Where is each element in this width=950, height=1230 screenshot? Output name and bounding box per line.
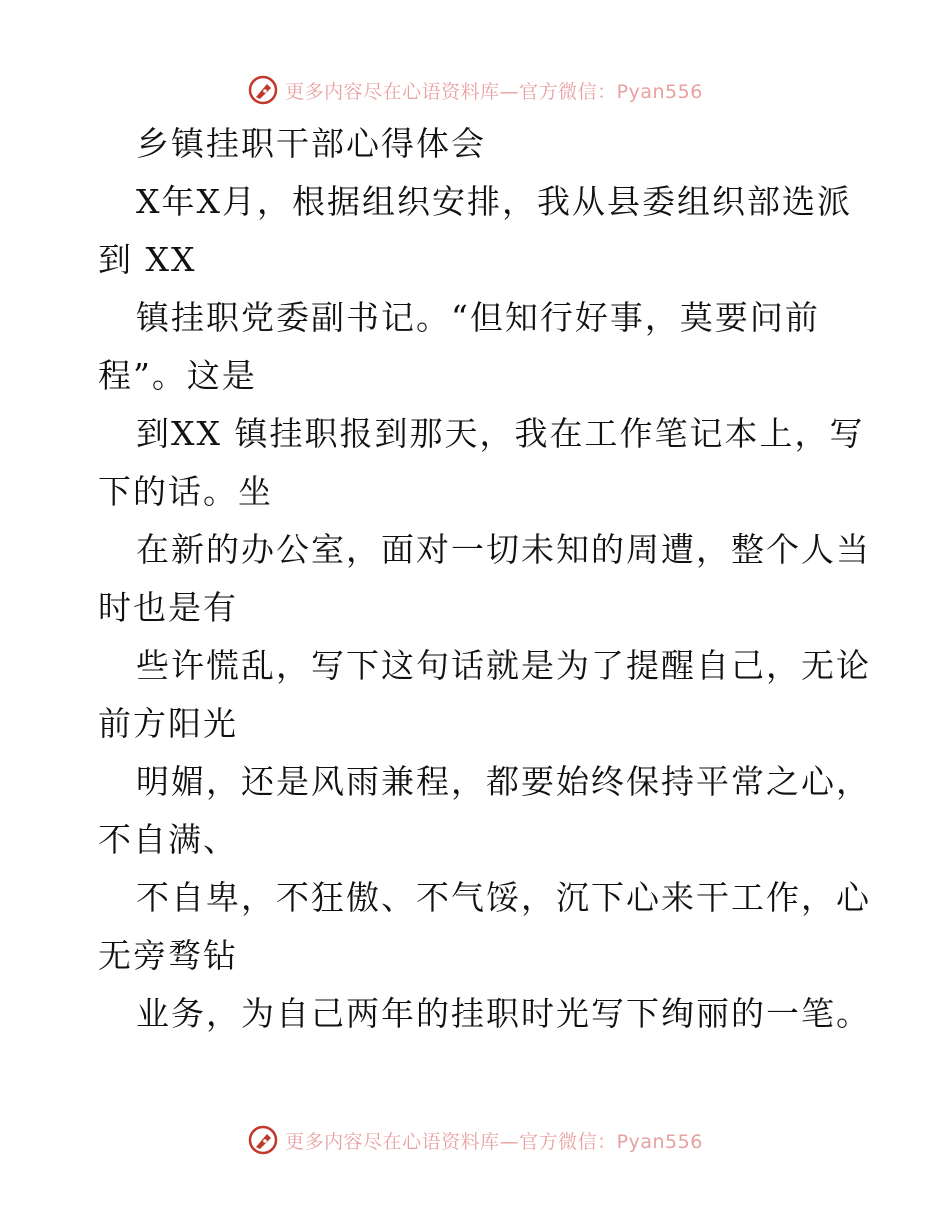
paragraph-line: 不自卑，不狂傲、不气馁，沉下心来干工作，心	[136, 878, 871, 917]
paragraph-line: 到XX 镇挂职报到那天，我在工作笔记本上，写	[136, 414, 865, 453]
paragraph-line: 业务，为自己两年的挂职时光写下绚丽的一笔。	[136, 994, 871, 1033]
paragraph-line: 在新的办公室，面对一切未知的周遭，整个人当	[136, 530, 871, 569]
paragraph-line: 时也是有	[98, 588, 238, 627]
paragraph-line: 程”。这是	[98, 356, 257, 395]
paragraph-line: 些许慌乱，写下这句话就是为了提醒自己，无论	[136, 646, 871, 685]
footer-banner	[0, 1120, 950, 1160]
paragraph-line: 无旁骛钻	[98, 936, 238, 975]
pen-nib-logo-icon	[247, 1124, 279, 1156]
paragraph-line: 到 XX	[98, 240, 197, 279]
header-banner	[0, 70, 950, 110]
paragraph-line: 不自满、	[98, 820, 238, 859]
document-title: 乡镇挂职干部心得体会	[136, 124, 486, 163]
paragraph-line: 下的话。坐	[98, 472, 273, 511]
footer-banner-text: 更多内容尽在心语资料库—官方微信：Pyan556	[285, 1130, 703, 1153]
header-banner-text: 更多内容尽在心语资料库—官方微信：Pyan556	[285, 80, 703, 103]
paragraph-line: 前方阳光	[98, 704, 238, 743]
paragraph-line: X年X月，根据组织安排，我从县委组织部选派	[136, 182, 852, 221]
paragraph-line: 镇挂职党委副书记。“但知行好事，莫要问前	[136, 298, 820, 337]
pen-nib-logo-icon	[247, 74, 279, 106]
document-body	[98, 115, 871, 1043]
paragraph-line: 明媚，还是风雨兼程，都要始终保持平常之心，	[136, 762, 871, 801]
